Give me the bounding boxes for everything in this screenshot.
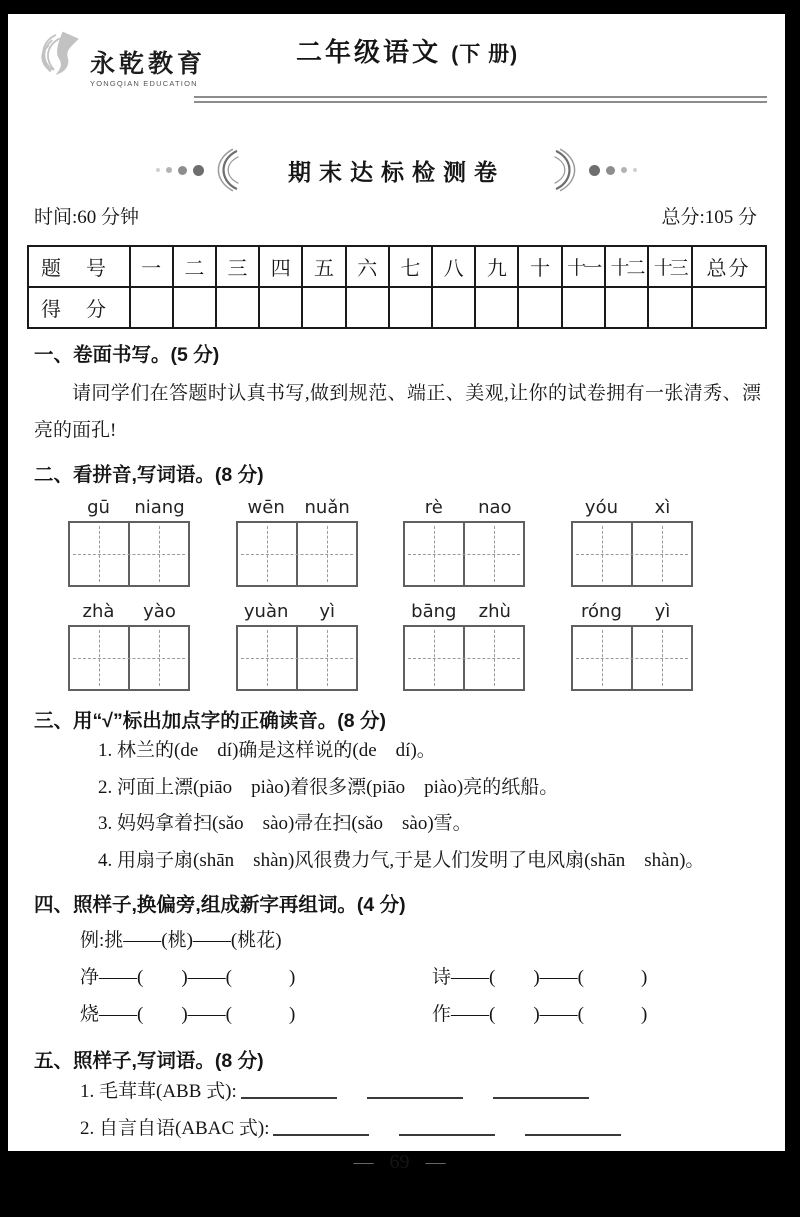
text-segment: (sǎo sào)雪。 — [351, 813, 472, 834]
score-col-6: 六 — [346, 246, 389, 287]
pinyin-syllable: bāng — [411, 601, 457, 622]
writing-cell — [631, 627, 691, 689]
section1-title: 一、卷面书写。(5 分) — [34, 344, 220, 366]
pinyin-labels — [571, 497, 693, 518]
answer-blank — [399, 1115, 495, 1136]
text-segment: (shān shàn)。 — [584, 849, 705, 871]
pinyin-syllable: zhù — [478, 601, 511, 622]
page-footer — [34, 1151, 765, 1174]
score-col-12: 十二 — [605, 246, 648, 287]
text-segment: 1. 林兰 — [98, 740, 156, 761]
score-label: 得 分 — [28, 287, 130, 328]
writing-cell — [70, 523, 128, 585]
section2-title: 二、看拼音,写词语。(8 分) — [34, 464, 264, 486]
answer-blank — [241, 1078, 337, 1099]
score-col-11: 十一 — [562, 246, 605, 287]
pinyin-group — [68, 497, 190, 587]
flourish-bracket-left-icon — [210, 147, 238, 193]
word-pattern-label: 2. 自言自语(ABAC 式): — [80, 1118, 270, 1139]
pinyin-labels — [571, 601, 693, 622]
exam-title: 期末达标检测卷 — [288, 158, 505, 185]
answer-blank — [525, 1115, 621, 1136]
pinyin-group — [68, 601, 190, 691]
pinyin-syllable: rè — [424, 497, 443, 518]
score-cell-empty — [648, 287, 691, 328]
score-table-score-row — [28, 287, 766, 328]
writing-box — [68, 521, 190, 587]
score-col-5: 五 — [302, 246, 345, 287]
morph-item: 诗——( )——( ) — [432, 967, 648, 988]
score-cell-empty — [216, 287, 259, 328]
pinyin-labels — [68, 601, 190, 622]
exam-title-banner — [8, 146, 785, 194]
text-segment: (de dí)确是这样说 — [174, 740, 334, 761]
score-col-8: 八 — [432, 246, 475, 287]
pronunciation-questions — [34, 733, 765, 879]
flourish-bracket-right-icon — [555, 147, 583, 193]
time-limit: 时间:60 分钟 — [34, 207, 140, 228]
emphasized-char: 扇 • — [174, 850, 193, 871]
question-number-label: 题 号 — [28, 246, 130, 287]
score-cell-empty — [130, 287, 173, 328]
phoenix-swirl-icon — [32, 28, 86, 87]
emphasized-char: 扇 • — [565, 850, 584, 871]
answer-blank — [273, 1115, 369, 1136]
question-line-2 — [98, 770, 765, 807]
pinyin-row — [68, 497, 693, 587]
pinyin-syllable: yì — [319, 601, 335, 622]
pinyin-labels — [68, 497, 190, 518]
question-line-1 — [98, 733, 765, 770]
question-line-3 — [98, 806, 765, 843]
text-segment: 2. 河面上 — [98, 776, 175, 798]
exam-paper-page — [8, 14, 785, 1173]
pinyin-syllable: xì — [654, 497, 671, 518]
total-score: 总分:105 分 — [661, 207, 757, 228]
pinyin-syllable: nuǎn — [304, 497, 350, 518]
score-cell-empty — [605, 287, 648, 328]
section4-title: 四、照样子,换偏旁,组成新字再组词。(4 分) — [34, 894, 406, 916]
section4-example: 例:挑——(桃)——(桃花) — [80, 930, 282, 951]
writing-box — [403, 625, 525, 691]
score-cell-empty — [389, 287, 432, 328]
section3-title: 三、用“√”标出加点字的正确读音。(8 分) — [34, 710, 386, 732]
writing-box — [571, 521, 693, 587]
emphasized-char: 扫 • — [332, 813, 351, 834]
pinyin-syllable: yóu — [584, 497, 618, 518]
writing-cell — [128, 627, 188, 689]
writing-cell — [573, 523, 631, 585]
section5-title: 五、照样子,写词语。(8 分) — [34, 1050, 264, 1072]
section1-instructions: 请同学们在答题时认真书写,做到规范、端正、美观,让你的试卷拥有一张清秀、漂亮的面孔! — [34, 383, 761, 441]
paper-header — [8, 14, 785, 102]
emphasized-char: 漂 • — [347, 777, 366, 798]
dots-right-icon — [589, 165, 637, 176]
pinyin-group — [571, 497, 693, 587]
score-table-header-row — [28, 246, 766, 287]
pinyin-syllable: nao — [478, 497, 512, 518]
question-line-4 — [98, 843, 765, 880]
pinyin-row — [68, 601, 693, 691]
pinyin-group — [571, 601, 693, 691]
pinyin-syllable: niang — [134, 497, 185, 518]
score-col-10: 十 — [518, 246, 561, 287]
answer-blank — [367, 1078, 463, 1099]
publisher-name-cn: 永乾教育 — [90, 48, 207, 78]
pinyin-labels — [403, 497, 525, 518]
word-pattern-line — [80, 1073, 765, 1110]
pinyin-labels — [236, 497, 358, 518]
pinyin-group — [236, 497, 358, 587]
writing-cell — [573, 627, 631, 689]
score-col-13: 十三 — [648, 246, 691, 287]
score-col-9: 九 — [475, 246, 518, 287]
text-segment: (shān shàn)风很费力气,于是人们发明了电风 — [193, 849, 566, 871]
pinyin-syllable: róng — [581, 601, 622, 622]
page-number: 69 — [389, 1151, 410, 1173]
radical-swap-area — [34, 959, 765, 1033]
dots-left-icon — [156, 165, 204, 176]
score-col-4: 四 — [259, 246, 302, 287]
score-cell-empty — [302, 287, 345, 328]
score-cell-total-empty — [692, 287, 766, 328]
writing-box — [571, 625, 693, 691]
pinyin-group — [403, 497, 525, 587]
text-segment: (de dí)。 — [352, 740, 436, 761]
writing-box — [403, 521, 525, 587]
word-pattern-line — [80, 1110, 765, 1147]
emphasized-char: 的 • — [333, 740, 352, 761]
writing-cell — [463, 627, 523, 689]
writing-cell — [405, 523, 463, 585]
pinyin-syllable: wēn — [247, 497, 285, 518]
text-segment: 3. 妈妈拿着 — [98, 813, 194, 834]
writing-cell — [128, 523, 188, 585]
pinyin-labels — [236, 601, 358, 622]
answer-blank — [493, 1078, 589, 1099]
score-cell-empty — [562, 287, 605, 328]
morph-item: 作——( )——( ) — [432, 1004, 648, 1025]
text-segment: 4. 用扇子 — [98, 849, 175, 871]
morph-row — [80, 996, 765, 1033]
score-col-7: 七 — [389, 246, 432, 287]
pinyin-syllable: yuàn — [243, 601, 289, 622]
score-cell-empty — [475, 287, 518, 328]
header-double-rule — [194, 96, 767, 103]
emphasized-char: 扫 • — [193, 813, 212, 834]
writing-cell — [405, 627, 463, 689]
writing-box — [236, 521, 358, 587]
exam-meta — [34, 202, 757, 229]
text-segment: (piāo piào)着很多 — [193, 776, 348, 798]
text-segment: (piāo piào)亮的纸船。 — [366, 776, 559, 798]
volume-label: (下 册) — [451, 43, 519, 66]
subject-title — [296, 32, 518, 69]
emphasized-char: 的 • — [155, 740, 174, 761]
pinyin-labels — [403, 601, 525, 622]
score-col-2: 二 — [173, 246, 216, 287]
pinyin-group — [403, 601, 525, 691]
score-cell-empty — [173, 287, 216, 328]
subject-name: 二年级语文 — [296, 37, 442, 67]
morph-item: 烧——( )——( ) — [80, 1004, 296, 1025]
pinyin-syllable: gū — [87, 497, 110, 518]
score-cell-empty — [259, 287, 302, 328]
score-cell-empty — [432, 287, 475, 328]
writing-cell — [296, 523, 356, 585]
writing-box — [236, 625, 358, 691]
publisher-name — [90, 48, 207, 88]
morph-item: 净——( )——( ) — [80, 967, 296, 988]
publisher-logo — [32, 28, 206, 87]
score-col-1: 一 — [130, 246, 173, 287]
pinyin-syllable: zhà — [82, 601, 115, 622]
pinyin-writing-area — [34, 497, 765, 691]
writing-cell — [631, 523, 691, 585]
word-pattern-label: 1. 毛茸茸(ABB 式): — [80, 1081, 237, 1102]
emphasized-char: 漂 • — [174, 777, 193, 798]
score-cell-empty — [518, 287, 561, 328]
pinyin-group — [236, 601, 358, 691]
writing-cell — [463, 523, 523, 585]
text-segment: (sǎo sào)帚在 — [212, 813, 333, 834]
total-column-label: 总分 — [692, 246, 766, 287]
exam-body — [8, 339, 785, 1174]
footer-dash-right: — — [425, 1151, 446, 1173]
publisher-name-en: YONGQIAN EDUCATION — [90, 78, 198, 88]
writing-box — [68, 625, 190, 691]
morph-row — [80, 959, 765, 996]
writing-cell — [238, 523, 296, 585]
score-table — [27, 245, 767, 329]
writing-cell — [296, 627, 356, 689]
writing-cell — [238, 627, 296, 689]
score-cell-empty — [346, 287, 389, 328]
word-pattern-area — [34, 1073, 765, 1147]
writing-cell — [70, 627, 128, 689]
pinyin-syllable: yì — [654, 601, 671, 622]
footer-dash-left: — — [353, 1151, 374, 1173]
score-col-3: 三 — [216, 246, 259, 287]
pinyin-syllable: yào — [143, 601, 176, 622]
